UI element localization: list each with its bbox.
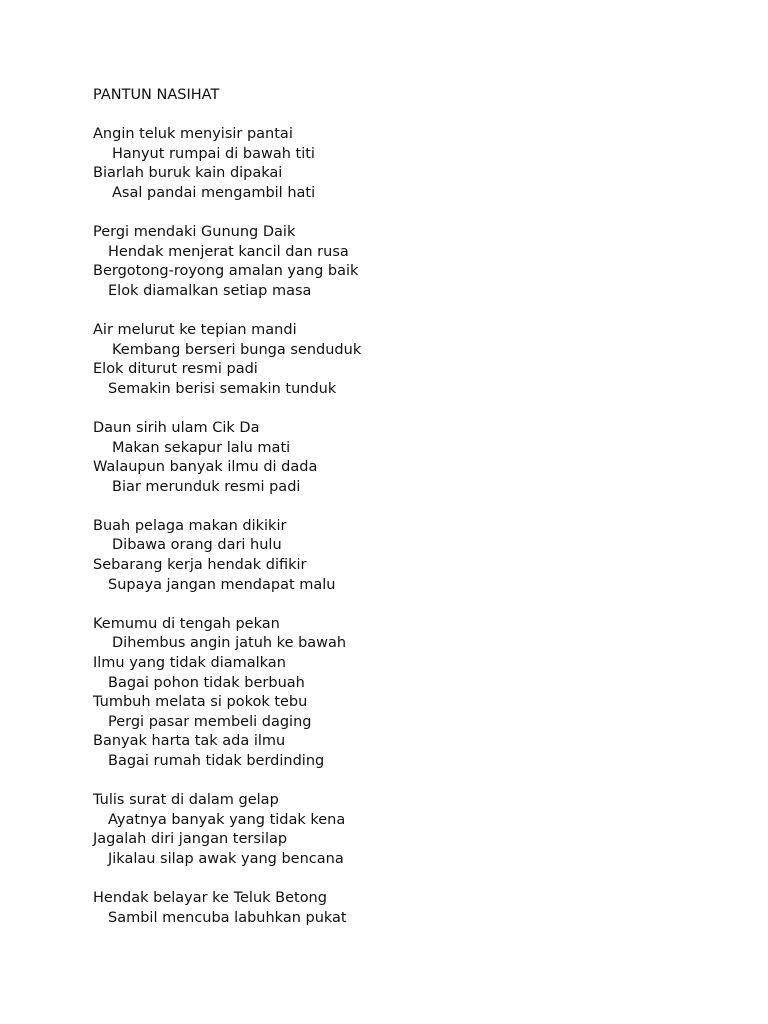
stanza-spacer <box>93 870 361 890</box>
poem-line: Hanyut rumpai di bawah titi <box>112 145 315 162</box>
poem-line: Bagai rumah tidak berdinding <box>108 753 325 769</box>
poem-line: Tulis surat di dalam gelap <box>93 792 279 809</box>
poem-line: Jagalah diri jangan tersilap <box>93 831 288 848</box>
poem-line: Biarlah buruk kain dipakai <box>93 165 283 182</box>
poem-line: Sebarang kerja hendak difikir <box>93 557 307 574</box>
poem-line: Kemumu di tengah pekan <box>93 615 280 632</box>
poem-line: Hendak belayar ke Teluk Betong <box>93 890 327 907</box>
poem-line: Elok diturut resmi padi <box>93 361 258 378</box>
poem-line: Supaya jangan mendapat malu <box>108 576 336 593</box>
poem-line: Biar merunduk resmi padi <box>112 478 301 495</box>
poem-line: Asal pandai mengambil hati <box>112 184 316 201</box>
poem-line: Ayatnya banyak yang tidak kena <box>108 811 346 828</box>
poem-line: Pergi pasar membeli daging <box>108 713 312 730</box>
poem-body <box>93 125 361 928</box>
poem-line: Pergi mendaki Gunung Daik <box>93 223 296 240</box>
poem-line: Daun sirih ulam Cik Da <box>93 419 260 436</box>
poem-line: Makan sekapur lalu mati <box>112 439 291 456</box>
poem-line: Hendak menjerat kancil dan rusa <box>108 243 349 260</box>
poem-line: Dihembus angin jatuh ke bawah <box>112 635 347 652</box>
poem-line: Buah pelaga makan dikikir <box>93 517 287 534</box>
stanza-spacer <box>93 301 361 321</box>
poem-line: Jikalau silap awak yang bencana <box>108 850 344 867</box>
stanza-spacer <box>93 203 361 223</box>
poem-line: Air melurut ke tepian mandi <box>93 321 297 338</box>
poem-line: Ilmu yang tidak diamalkan <box>93 655 286 672</box>
poem-line: Dibawa orang dari hulu <box>112 537 282 554</box>
poem-line: Elok diamalkan setiap masa <box>108 282 312 299</box>
poem-line: Sambil mencuba labuhkan pukat <box>108 909 347 926</box>
poem-line: Walaupun banyak ilmu di dada <box>93 459 318 476</box>
stanza-spacer <box>93 399 361 419</box>
poem-line: Tumbuh melata si pokok tebu <box>93 694 308 711</box>
stanza-spacer <box>93 595 361 615</box>
poem-line: Angin teluk menyisir pantai <box>93 126 293 142</box>
stanza-spacer <box>93 497 361 517</box>
poem-line: Semakin berisi semakin tunduk <box>108 380 337 397</box>
poem-line: Kembang berseri bunga senduduk <box>112 341 362 358</box>
poem-line: Bagai pohon tidak berbuah <box>108 674 305 691</box>
poem-line: Banyak harta tak ada ilmu <box>93 733 286 750</box>
page-title: PANTUN NASIHAT <box>93 87 220 103</box>
poem-line: Bergotong-royong amalan yang baik <box>93 263 359 280</box>
stanza-spacer <box>93 772 361 792</box>
